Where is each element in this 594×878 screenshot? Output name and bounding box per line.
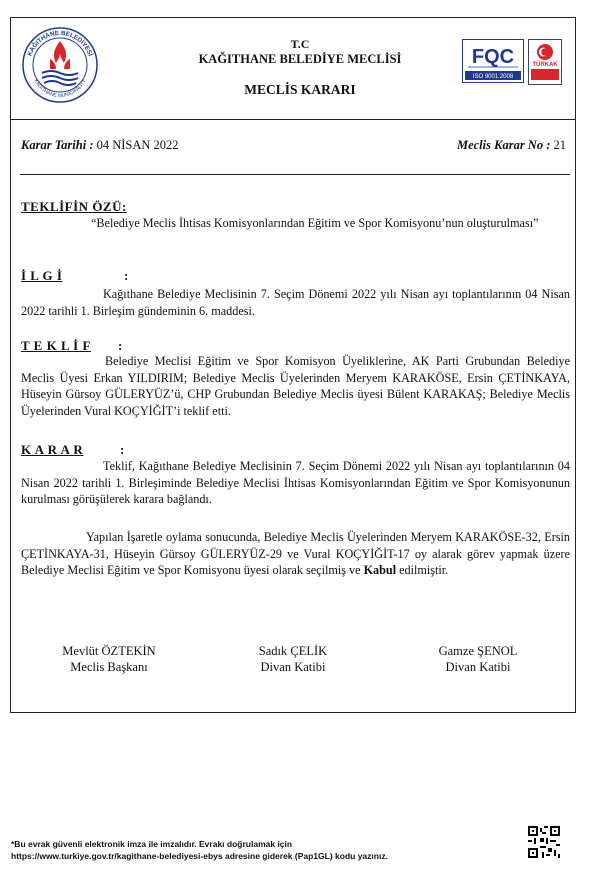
doc-type-title: MECLİS KARARI [244, 82, 356, 97]
decision-number [457, 138, 566, 153]
proposal-colon: : [118, 338, 123, 353]
decision-text-2b: edilmiştir. [396, 563, 449, 577]
qr-code [528, 826, 560, 858]
reference-text: Kağıthane Belediye Meclisinin 7. Seçim Dönemi 2022 yılı Nisan ayı toplantılarının 04 Nisan 2022 tarihli 1. Birleşim gündeminin 6. maddesi. [21, 287, 570, 318]
turkak-text: TÜRKAK [532, 62, 558, 68]
signature-name: Gamze ŞENOL [438, 644, 518, 658]
fqc-certificate-logo [462, 39, 524, 83]
proposal-text: Belediye Meclisi Eğitim ve Spor Komisyon Üyeliklerine, AK Parti Grubundan Belediye Meclis Üyesi Erkan YILDIRIM; Belediye Meclis Üyelerinden Meryem KARAKÖSE, Ersin ÇETİNKAYA, Hüseyin Gürsoy GÜLERYÜZ’ü, CHP Grubundan Belediye Meclis üyesi Bülent KARAKAŞ; Belediye Meclis Üyelerinden Vural KOÇYİĞİT’i teklif etti. [21, 354, 570, 418]
municipality-logo [20, 25, 100, 105]
meta-divider [20, 174, 570, 175]
e-signature-note [11, 838, 516, 862]
decision-number-value: 21 [550, 138, 566, 152]
logo-text-bottom: KAĞITHANE MUNICIPALITY [32, 78, 88, 100]
signature-name: Sadık ÇELİK [258, 644, 328, 658]
turkak-logo [528, 39, 562, 85]
reference-title: İ L G İ [21, 268, 63, 283]
e-signature-note-line1: *Bu evrak güvenli elektronik imza ile imzalıdır. Evrakı doğrulamak için [11, 839, 293, 849]
header-divider [10, 119, 576, 120]
decision-text-2 [21, 529, 570, 579]
signature-name: Mevlüt ÖZTEKİN [62, 644, 156, 658]
decision-number-label: Meclis Karar No : [456, 138, 551, 152]
signature-role: Meclis Başkanı [70, 659, 148, 674]
signature-role: Divan Katibi [445, 659, 511, 674]
decision-title: K A R A R [21, 442, 84, 457]
decision-text-1: Teklif, Kağıthane Belediye Meclisinin 7. Seçim Dönemi 2022 yılı Nisan ayı toplantılarının 04 Nisan 2022 tarihli 1. Birleşiminde Belediye Meclisi İhtisas Komisyonlarından Eğitim ve Spor Komisyonunun kurulması görüşülerek karara bağlandı. [21, 459, 570, 506]
decision-text-2a: Yapılan İşaretle oylama sonucunda, Belediye Meclis Üyelerinden Meryem KARAKÖSE-32, Ersin ÇETİNKAYA-31, Hüseyin Gürsoy GÜLERYÜZ-29 ve Vural KOÇYİĞİT-17 oy alarak görev yapmak üzere Belediye Meclisi Eğitim ve Spor Komisyonu üyesi olarak seçilmiş ve [21, 530, 570, 577]
e-signature-note-line2: https://www.turkiye.gov.tr/kagithane-belediyesi-ebys adresine giderek (Pap1GL) kodu yazınız. [11, 851, 388, 861]
logo-text-top: KAĞITHANE BELEDİYESİ [26, 29, 94, 58]
decision-date-label: Karar Tarihi : [21, 138, 94, 152]
decision-colon: : [120, 442, 125, 457]
header-tc: T.C [290, 37, 310, 51]
accepted-word: Kabul [363, 563, 397, 577]
reference-colon: : [124, 268, 129, 283]
iso-text: ISO 9001:2008 [472, 74, 514, 80]
decision-date [21, 138, 179, 153]
signature-clerk-2 [398, 644, 558, 675]
signature-chairman [29, 644, 189, 675]
proposal-title: T E K L İ F [21, 338, 91, 353]
decision-date-value: 04 NİSAN 2022 [93, 138, 179, 152]
fqc-text: FQC [471, 46, 515, 68]
summary-title: TEKLİFİN ÖZÜ: [21, 199, 127, 214]
summary-text: “Belediye Meclis İhtisas Komisyonlarından Eğitim ve Spor Komisyonu’nun oluşturulması” [91, 216, 539, 230]
signature-clerk-1 [213, 644, 373, 675]
header-council: KAĞITHANE BELEDİYE MECLİSİ [198, 52, 402, 66]
signature-role: Divan Katibi [260, 659, 326, 674]
